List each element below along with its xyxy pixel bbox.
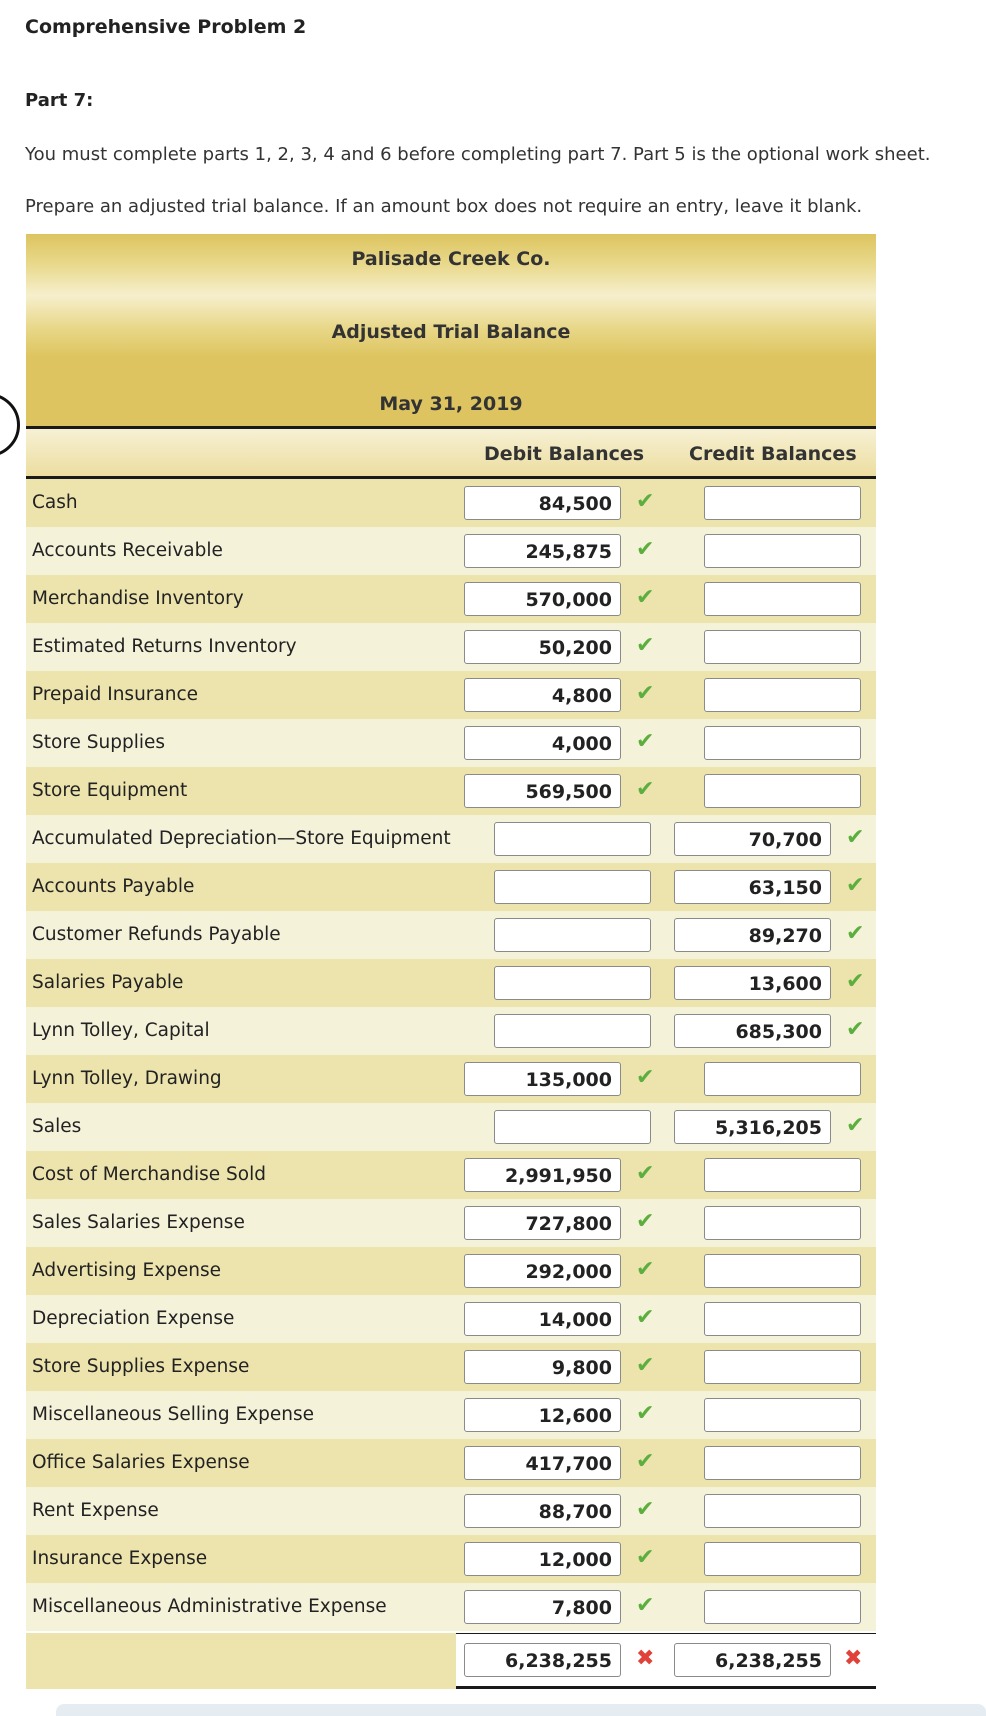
account-name: Advertising Expense [32,1260,222,1281]
credit-amount-box[interactable] [704,1446,861,1480]
account-name: Insurance Expense [32,1548,208,1569]
credit-amount-box[interactable]: 63,150 [674,870,831,904]
side-indicator-circle [0,393,20,457]
account-name: Accounts Receivable [32,540,223,561]
credit-amount-box[interactable] [704,1398,861,1432]
instruction-task: Prepare an adjusted trial balance. If an amount box does not require an entry, leave it blank. [25,196,863,217]
incorrect-icon: ✖ [844,1646,863,1671]
check-icon: ✔ [636,633,655,658]
statement-header [26,234,876,429]
adjusted-trial-balance-table [26,234,876,1689]
credit-amount-box[interactable] [704,1062,861,1096]
account-name: Depreciation Expense [32,1308,235,1329]
table-row [26,911,876,959]
check-icon: ✔ [636,1065,655,1090]
debit-amount-box[interactable]: 84,500 [464,486,621,520]
table-row [26,479,876,527]
table-row [26,1487,876,1535]
check-icon: ✔ [636,729,655,754]
table-row [26,1103,876,1151]
check-icon: ✔ [636,681,655,706]
credit-amount-box[interactable] [704,1206,861,1240]
credit-amount-box[interactable] [704,534,861,568]
credit-amount-box[interactable]: 70,700 [674,822,831,856]
check-icon: ✔ [846,969,865,994]
credit-amount-box[interactable] [704,678,861,712]
account-name: Prepaid Insurance [32,684,199,705]
check-icon: ✔ [846,825,865,850]
part-heading: Part 7: [25,90,94,111]
incorrect-icon: ✖ [636,1646,655,1671]
table-row [26,527,876,575]
debit-amount-box[interactable]: 569,500 [464,774,621,808]
table-row [26,623,876,671]
table-row [26,1391,876,1439]
debit-amount-box[interactable]: 88,700 [464,1494,621,1528]
credit-amount-box[interactable] [704,1590,861,1624]
debit-amount-box[interactable] [494,1014,651,1048]
credit-amount-box[interactable]: 13,600 [674,966,831,1000]
account-name: Sales [32,1116,82,1137]
company-name: Palisade Creek Co. [351,248,551,270]
check-icon: ✔ [636,1353,655,1378]
table-row [26,1199,876,1247]
debit-amount-box[interactable]: 4,000 [464,726,621,760]
account-name: Sales Salaries Expense [32,1212,245,1233]
check-icon: ✔ [636,489,655,514]
credit-amount-box[interactable] [704,486,861,520]
table-row [26,1055,876,1103]
totals-label-cell [26,1633,456,1689]
credit-amount-box[interactable] [704,1350,861,1384]
credit-amount-box[interactable] [704,726,861,760]
credit-amount-box[interactable] [704,582,861,616]
account-name: Store Supplies [32,732,166,753]
table-row [26,1439,876,1487]
account-name: Store Supplies Expense [32,1356,250,1377]
table-row [26,1295,876,1343]
check-icon: ✔ [636,1401,655,1426]
table-row [26,1247,876,1295]
debit-amount-box[interactable]: 727,800 [464,1206,621,1240]
check-icon: ✔ [636,1497,655,1522]
debit-amount-box[interactable]: 2,991,950 [464,1158,621,1192]
column-headers [26,429,876,479]
credit-column-header: Credit Balances [689,443,857,465]
credit-amount-box[interactable] [704,1158,861,1192]
instruction-prerequisite: You must complete parts 1, 2, 3, 4 and 6 before completing part 7. Part 5 is the optional work sheet. [25,144,931,165]
table-row [26,1007,876,1055]
account-name: Estimated Returns Inventory [32,636,297,657]
debit-column-header: Debit Balances [484,443,645,465]
statement-name: Adjusted Trial Balance [331,321,571,343]
check-icon: ✔ [846,921,865,946]
credit-amount-box[interactable] [704,1494,861,1528]
next-panel-edge [56,1704,986,1716]
debit-amount-box[interactable]: 12,000 [464,1542,621,1576]
debit-amount-box[interactable]: 245,875 [464,534,621,568]
debit-amount-box[interactable]: 570,000 [464,582,621,616]
debit-amount-box[interactable] [494,966,651,1000]
account-name: Miscellaneous Administrative Expense [32,1596,387,1617]
credit-amount-box[interactable]: 5,316,205 [674,1110,831,1144]
check-icon: ✔ [636,1305,655,1330]
credit-amount-box[interactable] [704,1302,861,1336]
table-row [26,959,876,1007]
totals-row [456,1633,876,1689]
table-row [26,1151,876,1199]
check-icon: ✔ [636,1449,655,1474]
check-icon: ✔ [846,1017,865,1042]
debit-amount-box[interactable]: 135,000 [464,1062,621,1096]
account-name: Rent Expense [32,1500,159,1521]
debit-amount-box[interactable]: 9,800 [464,1350,621,1384]
table-row [26,719,876,767]
debit-amount-box[interactable] [494,1110,651,1144]
table-row [26,1343,876,1391]
account-name: Office Salaries Expense [32,1452,250,1473]
table-row [26,767,876,815]
account-rows [26,479,876,1631]
table-row [26,815,876,863]
credit-amount-box[interactable]: 685,300 [674,1014,831,1048]
account-name: Salaries Payable [32,972,184,993]
check-icon: ✔ [636,537,655,562]
account-name: Customer Refunds Payable [32,924,281,945]
table-row [26,1583,876,1631]
debit-amount-box[interactable]: 4,800 [464,678,621,712]
debit-amount-box[interactable] [494,918,651,952]
account-name: Accumulated Depreciation—Store Equipment [32,828,451,849]
debit-amount-box[interactable]: 292,000 [464,1254,621,1288]
account-name: Cost of Merchandise Sold [32,1164,266,1185]
table-row [26,1535,876,1583]
debit-amount-box[interactable]: 7,800 [464,1590,621,1624]
debit-amount-box[interactable] [494,870,651,904]
check-icon: ✔ [636,1161,655,1186]
check-icon: ✔ [636,1593,655,1618]
account-name: Cash [32,492,78,513]
debit-amount-box[interactable] [494,822,651,856]
credit-amount-box[interactable] [704,774,861,808]
table-row [26,671,876,719]
credit-amount-box[interactable]: 89,270 [674,918,831,952]
problem-title: Comprehensive Problem 2 [25,16,307,38]
table-row [26,575,876,623]
account-name: Miscellaneous Selling Expense [32,1404,314,1425]
debit-amount-box[interactable]: 12,600 [464,1398,621,1432]
check-icon: ✔ [636,1545,655,1570]
credit-total-box[interactable]: 6,238,255 [674,1643,831,1677]
account-name: Merchandise Inventory [32,588,244,609]
debit-amount-box[interactable]: 14,000 [464,1302,621,1336]
debit-amount-box[interactable]: 417,700 [464,1446,621,1480]
statement-date: May 31, 2019 [379,393,523,415]
check-icon: ✔ [636,1257,655,1282]
check-icon: ✔ [846,873,865,898]
account-name: Lynn Tolley, Drawing [32,1068,222,1089]
check-icon: ✔ [636,777,655,802]
check-icon: ✔ [636,1209,655,1234]
credit-amount-box[interactable] [704,630,861,664]
debit-amount-box[interactable]: 50,200 [464,630,621,664]
table-row [26,863,876,911]
account-name: Accounts Payable [32,876,195,897]
credit-amount-box[interactable] [704,1542,861,1576]
account-name: Store Equipment [32,780,188,801]
account-name: Lynn Tolley, Capital [32,1020,210,1041]
check-icon: ✔ [636,585,655,610]
debit-total-box[interactable]: 6,238,255 [464,1643,621,1677]
check-icon: ✔ [846,1113,865,1138]
credit-amount-box[interactable] [704,1254,861,1288]
